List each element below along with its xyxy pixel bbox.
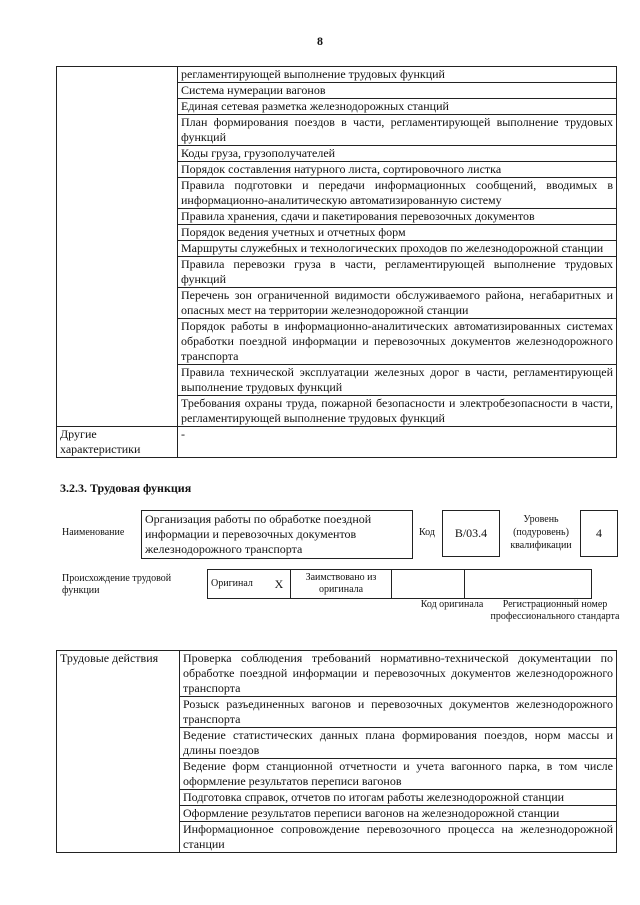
- reg-number-cell: [465, 570, 592, 599]
- knowledge-item: План формирования поездов в части, регламентирующей выполнение трудовых функций: [178, 115, 617, 146]
- actions-label: Трудовые действия: [57, 651, 180, 853]
- action-item: Розыск разъединенных вагонов и перевозочных документов железнодорожного транспорта: [180, 697, 617, 728]
- other-characteristics-value: -: [178, 427, 617, 458]
- knowledge-item: Система нумерации вагонов: [178, 83, 617, 99]
- action-item: Проверка соблюдения требований нормативно-технической документации по обработке поездной информации и перевозочных документов железнодорожного транспорта: [180, 651, 617, 697]
- qualification-level-label: Уровень (подуровень) квалификации: [510, 514, 572, 551]
- knowledge-item: Порядок работы в информационно-аналитических автоматизированных системах обработки поездной информации и перевозочных документов железнодорожного транспорта: [178, 319, 617, 365]
- knowledge-item: Правила подготовки и передачи информационных сообщений, вводимых в информационно-аналитическую автоматизированную систему: [178, 178, 617, 209]
- knowledge-item: регламентирующей выполнение трудовых функций: [178, 67, 617, 83]
- section-title: 3.2.3. Трудовая функция: [60, 481, 192, 495]
- knowledge-item: Маршруты служебных и технологических проходов по железнодорожной станции: [178, 241, 617, 257]
- borrowed-label: Заимствовано из оригинала: [291, 570, 392, 599]
- code-original-label: Код оригинала: [420, 599, 484, 610]
- page-number: 8: [317, 34, 323, 48]
- knowledge-item: Правила хранения, сдачи и пакетирования перевозочных документов: [178, 209, 617, 225]
- knowledge-item: Порядок ведения учетных и отчетных форм: [178, 225, 617, 241]
- table-row: [57, 67, 617, 83]
- action-item: Информационное сопровождение перевозочного процесса на железнодорожной станции: [180, 822, 617, 853]
- action-item: Оформление результатов переписи вагонов на железнодорожной станции: [180, 806, 617, 822]
- origin-table: [207, 569, 592, 599]
- knowledge-item: Правила технической эксплуатации железных дорог в части, регламентирующей выполнение трудовых функций: [178, 365, 617, 396]
- knowledge-item: Порядок составления натурного листа, сортировочного листка: [178, 162, 617, 178]
- code-label: Код: [419, 527, 435, 538]
- knowledge-item: Коды груза, грузополучателей: [178, 146, 617, 162]
- original-label: Оригинал: [208, 570, 269, 599]
- original-mark: X: [268, 570, 291, 599]
- function-name-value: Организация работы по обработке поездной информации и перевозочных документов железнодорожного транспорта: [141, 510, 413, 559]
- code-value: B/03.4: [442, 510, 500, 557]
- knowledge-item: Правила перевозки груза в части, регламентирующей выполнение трудовых функций: [178, 257, 617, 288]
- knowledge-table: [56, 66, 617, 458]
- action-item: Ведение статистических данных плана формирования поездов, норм массы и длины поездов: [180, 728, 617, 759]
- knowledge-label-cell: [57, 67, 178, 427]
- table-row: [57, 651, 617, 697]
- actions-table: [56, 650, 617, 853]
- action-item: Подготовка справок, отчетов по итогам работы железнодорожной станции: [180, 790, 617, 806]
- knowledge-item: Требования охраны труда, пожарной безопасности и электробезопасности в части, регламентирующей выполнение трудовых функций: [178, 396, 617, 427]
- name-label: Наименование: [62, 527, 125, 538]
- reg-number-label: Регистрационный номер профессионального стандарта: [490, 599, 620, 622]
- other-characteristics-label: Другие характеристики: [57, 427, 178, 458]
- action-item: Ведение форм станционной отчетности и учета вагонного парка, в том числе оформление результатов переписи вагонов: [180, 759, 617, 790]
- qualification-level-value: 4: [580, 510, 618, 557]
- code-original-cell: [392, 570, 465, 599]
- origin-label: Происхождение трудовой функции: [62, 573, 172, 596]
- knowledge-item: Перечень зон ограниченной видимости обслуживаемого района, негабаритных и опасных мест на территории железнодорожной станции: [178, 288, 617, 319]
- knowledge-item: Единая сетевая разметка железнодорожных станций: [178, 99, 617, 115]
- table-row: [57, 427, 617, 458]
